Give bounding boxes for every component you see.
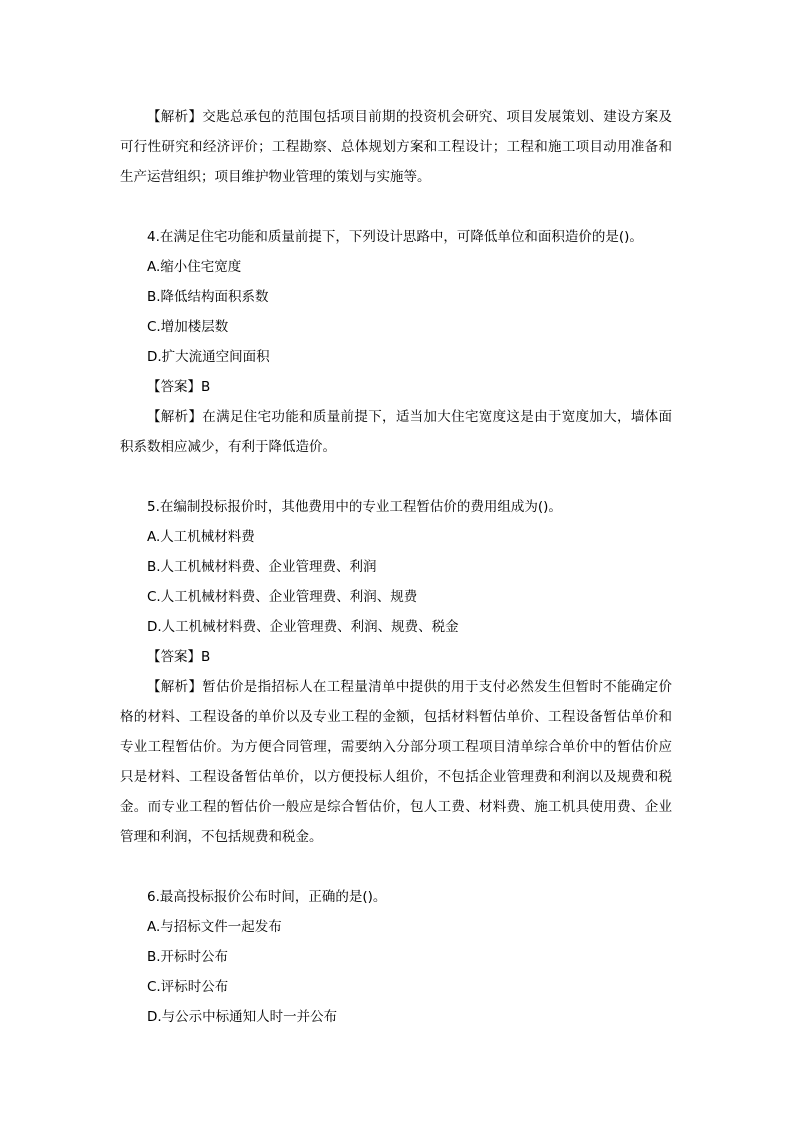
option-d: D.扩大流通空间面积: [147, 349, 270, 365]
question-stem: 4.在满足住宅功能和质量前提下，下列设计思路中，可降低单位和面积造价的是()。: [147, 229, 643, 245]
document-page: [120, 102, 672, 1032]
option-b: B.降低结构面积系数: [147, 289, 269, 305]
option-c: C.评标时公布: [147, 979, 229, 995]
spacer: [120, 462, 672, 492]
option-a: A.缩小住宅宽度: [147, 259, 242, 275]
answer-line: 【答案】B: [147, 379, 211, 395]
spacer: [120, 192, 672, 222]
option-a: A.人工机械材料费: [147, 529, 255, 545]
option-c: C.人工机械材料费、企业管理费、利润、规费: [147, 589, 418, 605]
option-b: B.开标时公布: [147, 949, 229, 965]
option-a: A.与招标文件一起发布: [147, 919, 282, 935]
question-6: [120, 882, 672, 1032]
question-5: [120, 492, 672, 852]
spacer: [120, 852, 672, 882]
analysis-text: 【解析】暂估价是指招标人在工程量清单中提供的用于支付必然发生但暂时不能确定价格的材料、工程设备的单价以及专业工程的金额，包括材料暂估单价、工程设备暂估单价和专业工程暂估价。为方便合同管理，需要纳入分部分项工程项目清单综合单价中的暂估价应只是材料、工程设备暂估单价，以方便投标人组价，不包括企业管理费和利润以及规费和税金。而专业工程的暂估价一般应是综合暂估价，包人工费、材料费、施工机具使用费、企业管理和利润，不包括规费和税金。: [120, 679, 672, 845]
answer-line: 【答案】B: [147, 649, 211, 665]
analysis-text: 【解析】在满足住宅功能和质量前提下，适当加大住宅宽度这是由于宽度加大，墙体面积系数相应减少，有利于降低造价。: [120, 409, 672, 455]
option-d: D.人工机械材料费、企业管理费、利润、规费、税金: [147, 619, 459, 635]
question-4: [120, 222, 672, 462]
option-d: D.与公示中标通知人时一并公布: [147, 1009, 338, 1025]
option-b: B.人工机械材料费、企业管理费、利润: [147, 559, 377, 575]
question-stem: 5.在编制投标报价时，其他费用中的专业工程暂估价的费用组成为()。: [147, 499, 562, 515]
question-stem: 6.最高投标报价公布时间，正确的是()。: [147, 889, 387, 905]
intro-analysis: 【解析】交匙总承包的范围包括项目前期的投资机会研究、项目发展策划、建设方案及可行性研究和经济评价；工程勘察、总体规划方案和工程设计；工程和施工项目动用准备和生产运营组织；项目维护物业管理的策划与实施等。: [120, 109, 672, 185]
option-c: C.增加楼层数: [147, 319, 229, 335]
